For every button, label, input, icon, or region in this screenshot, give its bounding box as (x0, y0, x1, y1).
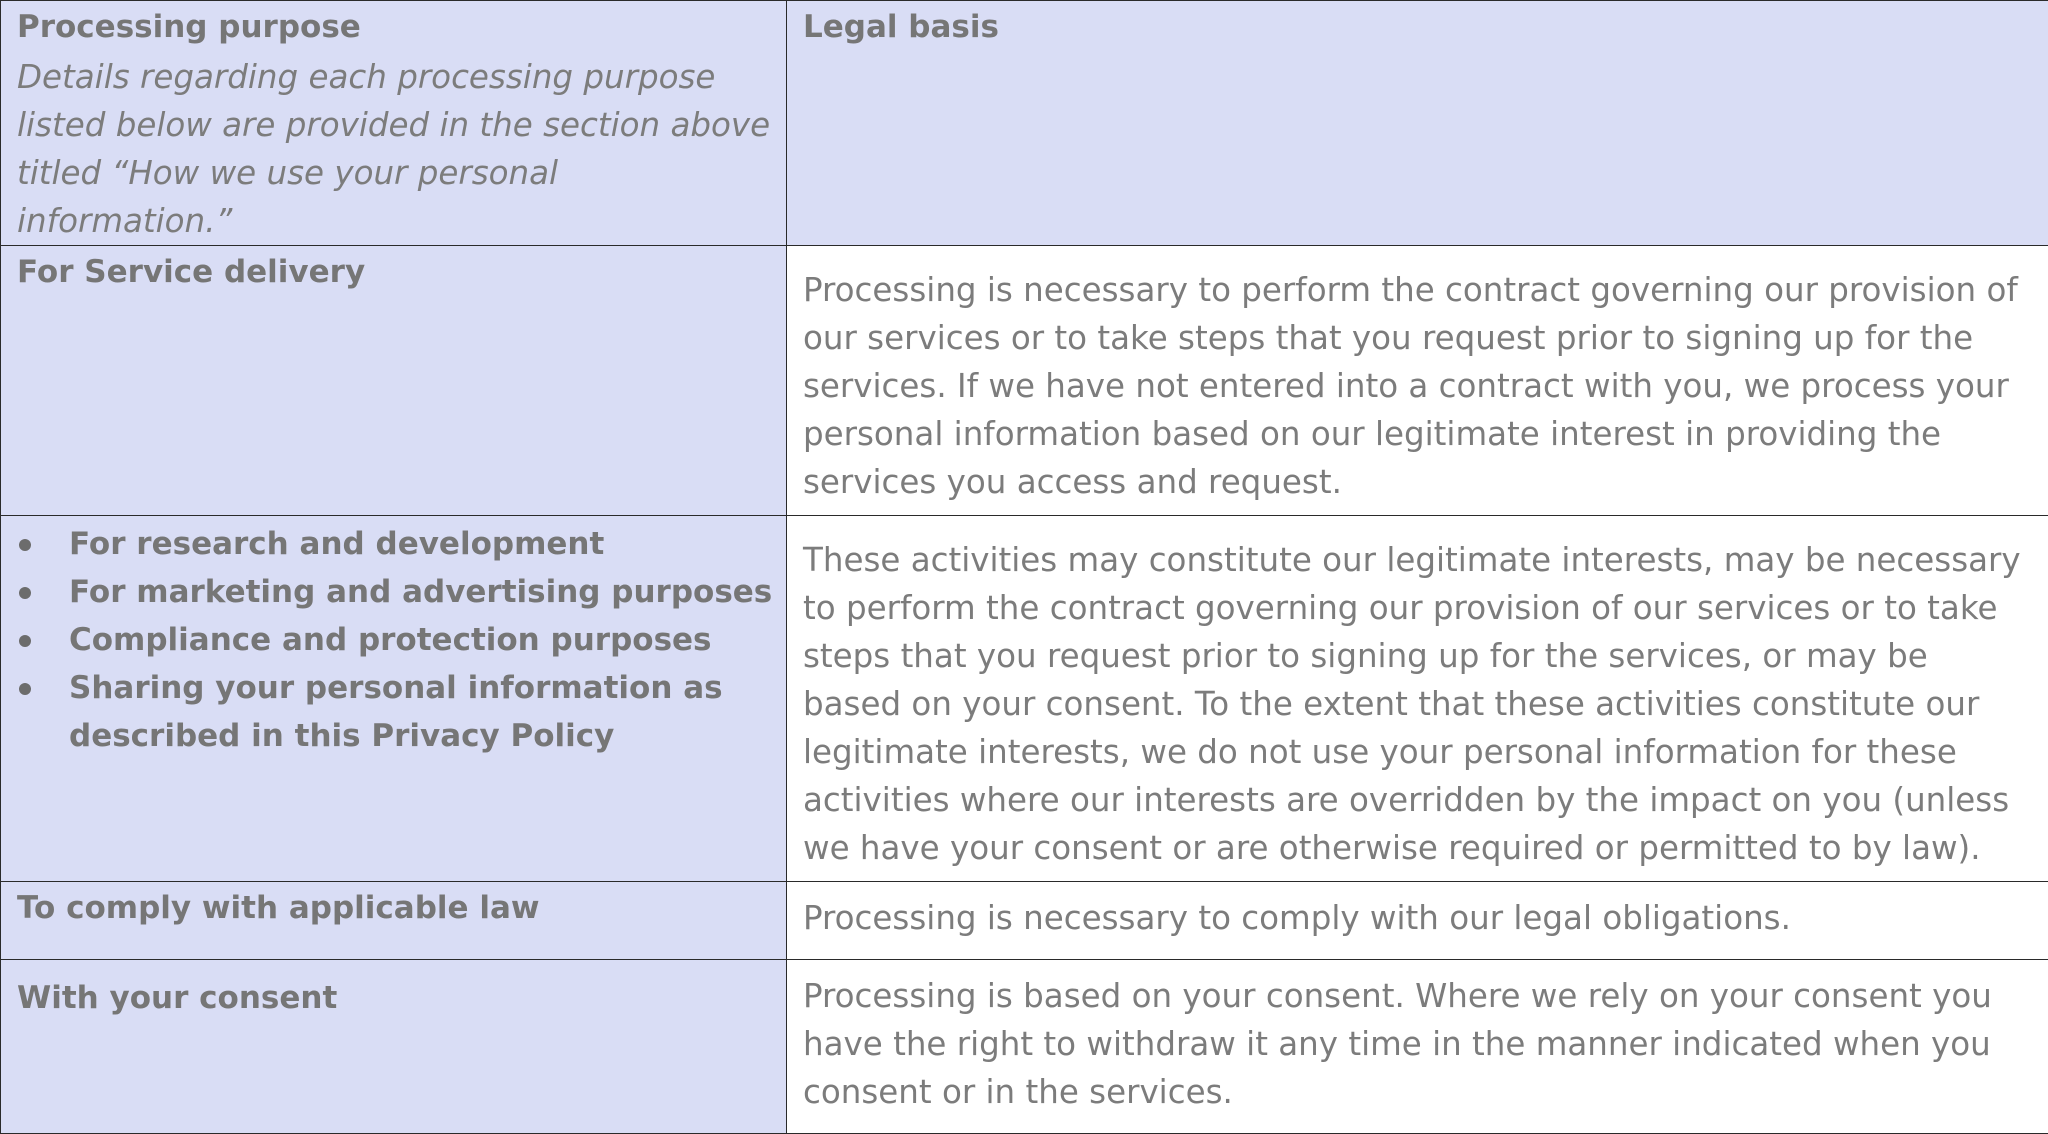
basis-text: Processing is based on your consent. Where we rely on your consent you have the right to withdraw it any time in the manner indicated when you consent or in the services. (787, 960, 2048, 1116)
basis-cell-comply-law (787, 882, 2048, 960)
purpose-cell-comply-law (1, 882, 787, 960)
basis-text: Processing is necessary to comply with our legal obligations. (787, 882, 2048, 942)
header-purpose-note: Details regarding each processing purpose listed below are provided in the section above titled “How we use your personal information.” (1, 47, 786, 245)
purpose-cell-service-delivery (1, 246, 787, 516)
table-row (1, 882, 2048, 960)
basis-cell-service-delivery (787, 246, 2048, 516)
bullet-icon (19, 587, 31, 599)
bullet-icon (19, 635, 31, 647)
list-item (17, 616, 786, 664)
list-item-label: For research and development (69, 526, 604, 562)
purpose-label: For Service delivery (1, 246, 786, 292)
bullet-icon (19, 683, 31, 695)
purpose-label: With your consent (1, 960, 786, 1018)
table-row (1, 246, 2048, 516)
header-basis-label: Legal basis (787, 1, 2048, 47)
list-item-label: For marketing and advertising purposes (69, 574, 772, 610)
basis-cell-consent (787, 960, 2048, 1134)
table-header-row (1, 1, 2048, 246)
list-item (17, 568, 786, 616)
basis-text: These activities may constitute our legitimate interests, may be necessary to perform the contract governing our provision of our services or to take steps that you request prior to signing up for the services, or may be based on your consent. To the extent that these activities constitute our legitimate interests, we do not use your personal information for these activities where our interests are overridden by the impact on you (unless we have your consent or are otherwise required or permitted to by law). (787, 516, 2048, 872)
purpose-bullet-list (1, 516, 786, 760)
list-item (17, 520, 786, 568)
list-item (17, 664, 786, 760)
header-purpose-cell (1, 1, 787, 246)
basis-text: Processing is necessary to perform the contract governing our provision of our services or to take steps that you request prior to signing up for the services. If we have not entered into a contract with you, we process your personal information based on our legitimate interest in providing the services you access and request. (787, 246, 2048, 506)
table-row (1, 960, 2048, 1134)
header-basis-cell (787, 1, 2048, 246)
header-purpose-label: Processing purpose (1, 1, 786, 47)
purpose-cell-consent (1, 960, 787, 1134)
basis-cell-activities (787, 516, 2048, 882)
list-item-label: Compliance and protection purposes (69, 622, 712, 658)
table-row (1, 516, 2048, 882)
list-item-label: Sharing your personal information as described in this Privacy Policy (69, 670, 723, 754)
bullet-icon (19, 539, 31, 551)
purpose-cell-activities (1, 516, 787, 882)
purpose-label: To comply with applicable law (1, 882, 786, 928)
